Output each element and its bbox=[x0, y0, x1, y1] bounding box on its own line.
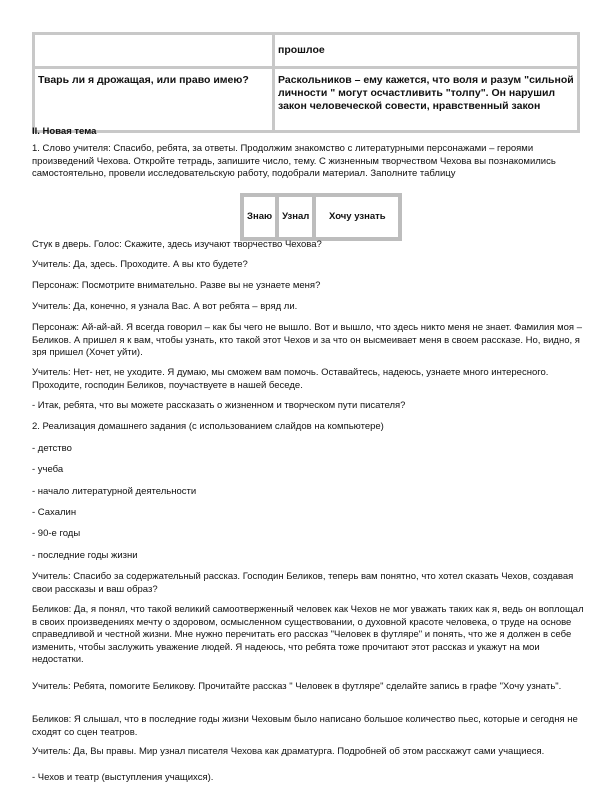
list-item: - начало литературной деятельности bbox=[32, 486, 197, 497]
summary-table bbox=[32, 32, 580, 133]
list-item: - последние годы жизни bbox=[32, 550, 138, 561]
table-cell: Тварь ли я дрожащая, или право имею? bbox=[34, 68, 274, 132]
paragraph: 2. Реализация домашнего задания (с использованием слайдов на компьютере) bbox=[32, 421, 384, 432]
list-item: - детство bbox=[32, 443, 72, 454]
paragraph: Стук в дверь. Голос: Скажите, здесь изучают творчество Чехова? bbox=[32, 239, 322, 250]
paragraph: - Чехов и театр (выступления учащихся). bbox=[32, 772, 214, 783]
table-cell bbox=[34, 34, 274, 68]
paragraph: Учитель: Спасибо за содержательный рассказ. Господин Беликов, теперь вам понятно, что хотел сказать Чехов, создавая свои рассказы и ваш образ? bbox=[32, 571, 574, 595]
paragraph: Учитель: Нет- нет, не уходите. Я думаю, мы сможем вам помочь. Оставайтесь, надеюсь, узнаете много интересного. Проходите, господин Беликов, поучаствуете в нашей беседе. bbox=[32, 367, 549, 391]
know-column-header: Знаю bbox=[242, 195, 277, 239]
kwl-table bbox=[240, 193, 402, 241]
paragraph: Учитель: Да, здесь. Проходите. А вы кто будете? bbox=[32, 259, 248, 270]
table-cell: прошлое bbox=[274, 34, 579, 68]
paragraph: Учитель: Ребята, помогите Беликову. Прочитайте рассказ " Человек в футляре" сделайте запись в графе "Хочу узнать". bbox=[32, 681, 562, 692]
table-row bbox=[34, 68, 579, 132]
paragraph: - Итак, ребята, что вы можете рассказать о жизненном и творческом пути писателя? bbox=[32, 400, 406, 411]
paragraph: Персонаж: Посмотрите внимательно. Разве вы не узнаете меня? bbox=[32, 280, 321, 291]
table-cell: Раскольников – ему кажется, что воля и разум "сильной личности " могут осчастливить "толпу". Он нарушил закон человеческой совести, нравственный закон bbox=[274, 68, 579, 132]
paragraph: Беликов: Я слышал, что в последние годы жизни Чеховым было написано большое количество пьес, которые и сегодня не сходят со сцен театров. bbox=[32, 714, 578, 738]
want-to-know-column-header: Хочу узнать bbox=[314, 195, 400, 239]
table-row bbox=[34, 34, 579, 68]
paragraph: Персонаж: Ай-ай-ай. Я всегда говорил – как бы чего не вышло. Вот и вышло, что здесь никто меня не знает. Фамилия моя – Беликов. А пришел я к вам, чтобы узнать, кто такой этот Чехов и за что он высмеивает меня в своем рассказе. Но, видно, я зря пришел (Хочет уйти). bbox=[32, 322, 582, 358]
list-item: - 90-е годы bbox=[32, 528, 81, 539]
paragraph: Беликов: Да, я понял, что такой великий самоотверженный человек как Чехов не мог уважать таких как я, ведь он воплощал в своих произведениях мечту о здоровом, осмысленном существовании, о духовной красоте человека, о труде на основе справедливой и честной жизни. Мне нужно перечитать его рассказ "Человек в футляре" и понять, что же я должен в себе изменить, чтобы заслужить уважение людей. Я надеюсь, что ребята тоже прочитают этот рассказ и укажут на мои недостатки. bbox=[32, 604, 584, 665]
table-row bbox=[242, 195, 400, 239]
teacher-intro: 1. Слово учителя: Спасибо, ребята, за ответы. Продолжим знакомство с литературными персонажами – героями произведений Чехова. Откройте тетрадь, запишите число, тему. С жизненным творчеством Чехова вы познакомились самостоятельно, провели исследовательскую работу, подобрали материал. Заполните таблицу bbox=[32, 143, 556, 179]
paragraph: Учитель: Да, конечно, я узнала Вас. А вот ребята – вряд ли. bbox=[32, 301, 298, 312]
list-item: - учеба bbox=[32, 464, 64, 475]
section-heading: II. Новая тема bbox=[32, 126, 97, 137]
learned-column-header: Узнал bbox=[277, 195, 314, 239]
list-item: - Сахалин bbox=[32, 507, 77, 518]
paragraph: Учитель: Да, Вы правы. Мир узнал писателя Чехова как драматурга. Подробней об этом расскажут сами учащиеся. bbox=[32, 746, 545, 757]
